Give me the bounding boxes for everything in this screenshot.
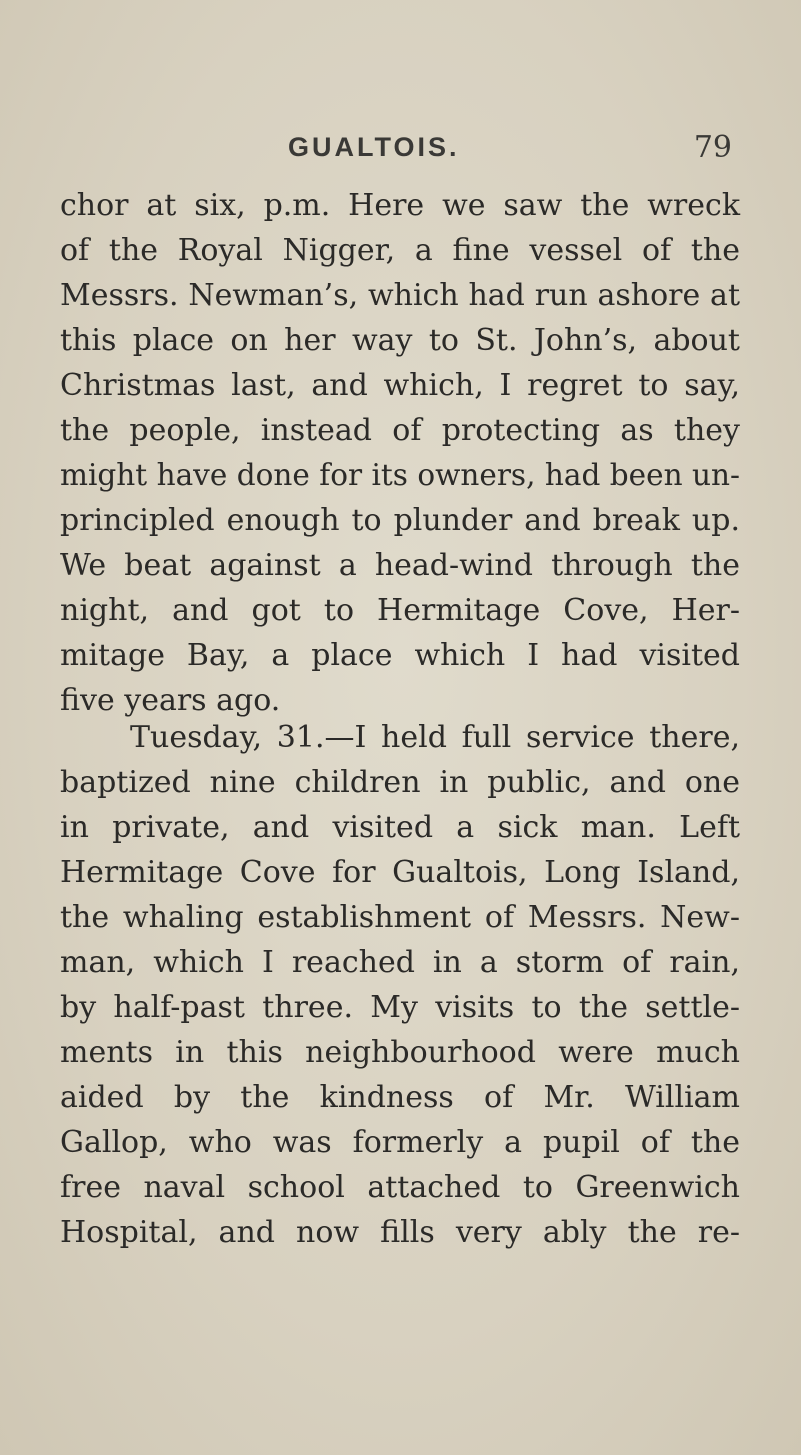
text-line: baptized nine children in public, and one: [60, 765, 740, 800]
text-line: might have done for its owners, had been un-: [60, 458, 740, 492]
text-line: the people, instead of protecting as they: [60, 413, 740, 448]
text-line: Gallop, who was formerly a pupil of the: [60, 1125, 740, 1160]
paragraph-1: [60, 183, 740, 723]
page-number: 79: [693, 130, 732, 165]
text-line: of the Royal Nigger, a fine vessel of the: [60, 233, 740, 268]
text-line: Tuesday, 31.—I held full service there,: [130, 720, 740, 755]
text-line: Christmas last, and which, I regret to say,: [60, 368, 740, 403]
text-line: the whaling establishment of Messrs. New-: [60, 900, 740, 935]
text-line: chor at six, p.m. Here we saw the wreck: [60, 188, 740, 223]
text-line: five years ago.: [60, 683, 281, 718]
text-line: principled enough to plunder and break up.: [60, 503, 740, 538]
running-head: [60, 132, 740, 172]
text-line: mitage Bay, a place which I had visited: [60, 638, 740, 673]
text-line: night, and got to Hermitage Cove, Her-: [60, 593, 740, 628]
text-line: We beat against a head-wind through the: [60, 548, 740, 583]
text-line: ments in this neighbourhood were much: [60, 1035, 740, 1070]
text-line: man, which I reached in a storm of rain,: [60, 945, 740, 980]
text-line: Hermitage Cove for Gualtois, Long Island,: [60, 855, 740, 890]
text-line: this place on her way to St. John’s, about: [60, 323, 740, 358]
text-line: Hospital, and now fills very ably the re-: [60, 1215, 740, 1250]
running-title: GUALTOIS.: [288, 132, 460, 162]
text-line: in private, and visited a sick man. Left: [60, 810, 740, 845]
text-line: Messrs. Newman’s, which had run ashore at: [60, 278, 740, 313]
text-line: free naval school attached to Greenwich: [60, 1170, 740, 1205]
text-line: by half-past three. My visits to the settle-: [60, 990, 740, 1025]
paragraph-2: [60, 715, 740, 1255]
text-line: aided by the kindness of Mr. William: [60, 1080, 740, 1115]
